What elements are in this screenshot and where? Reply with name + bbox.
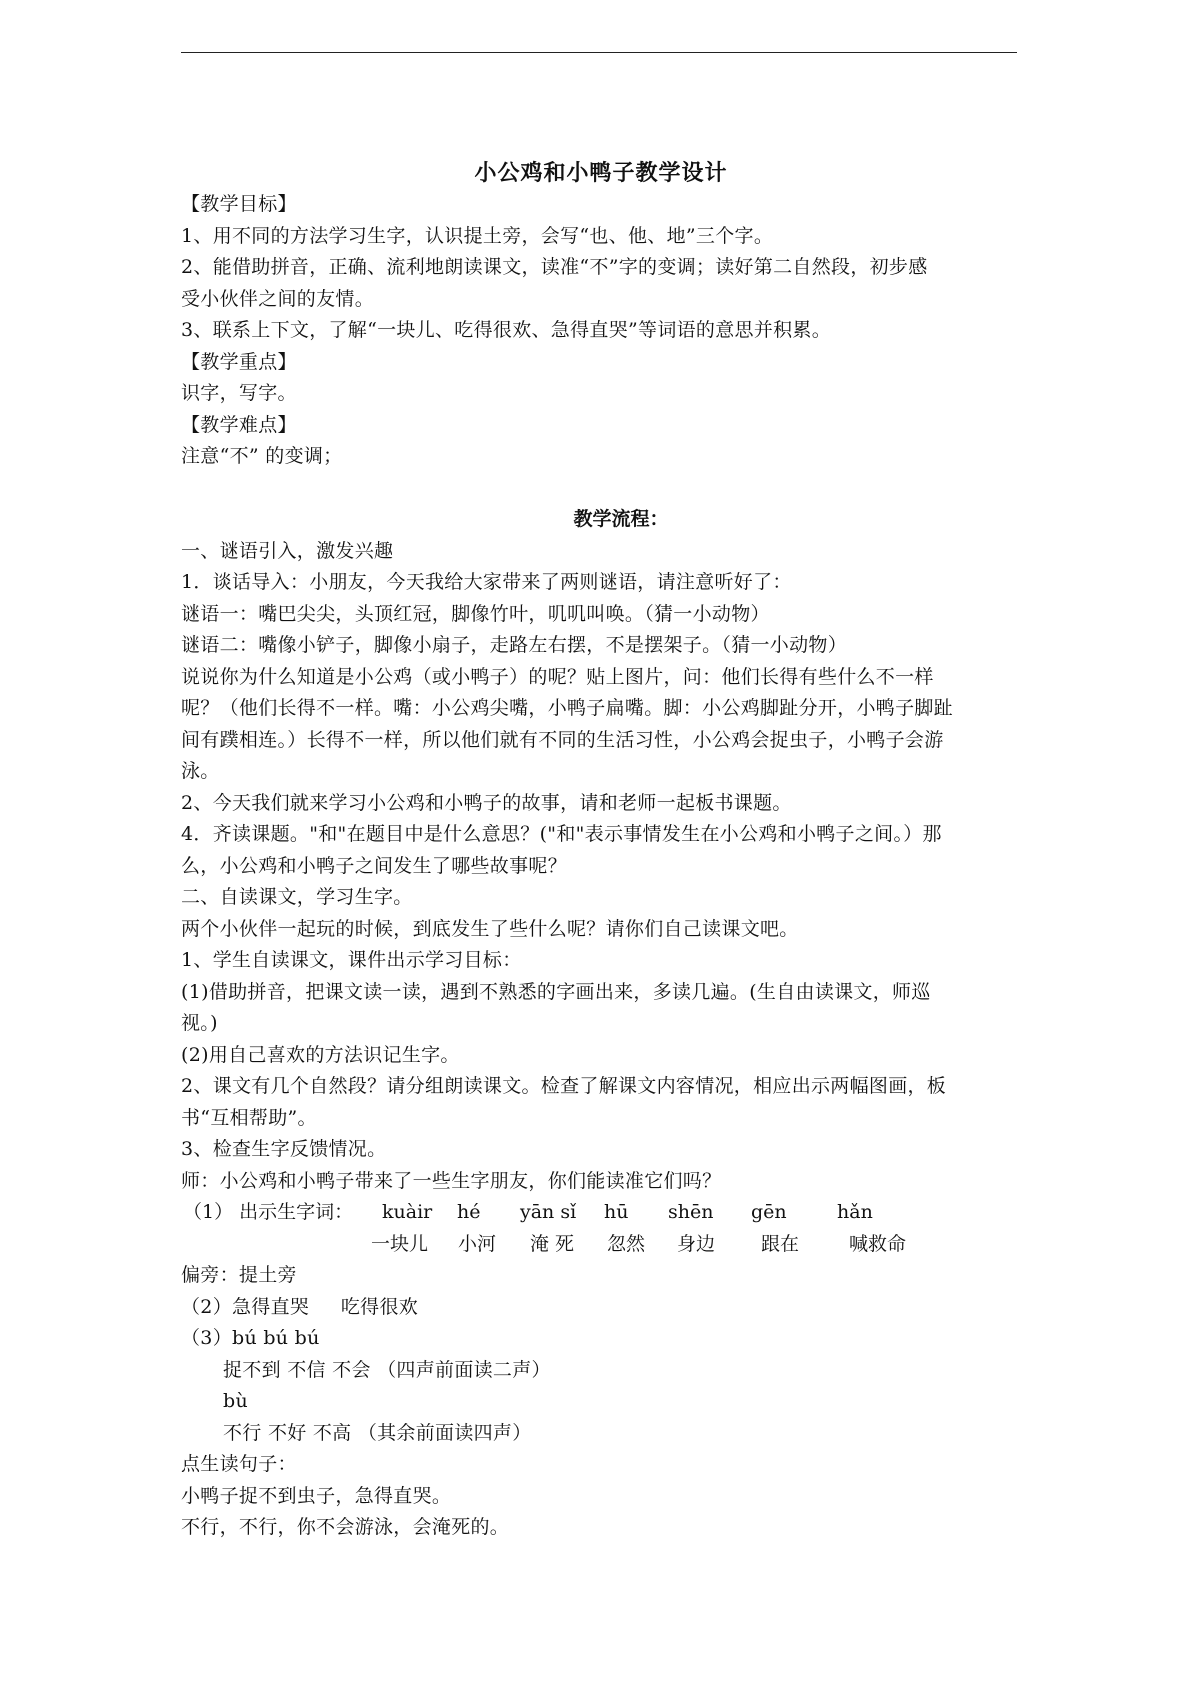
flow-title: 教学流程： xyxy=(573,508,669,530)
radical-line: 偏旁：提土旁 xyxy=(181,1264,297,1286)
read-sentences-heading: 点生读句子： xyxy=(181,1453,297,1475)
words-row xyxy=(181,1229,1021,1261)
bu-tone-line-1: 捉不到 不信 不会 （四声前面读二声） xyxy=(223,1358,551,1381)
difficulty-text: 注意“不” 的变调； xyxy=(181,445,343,467)
word-item: 淹 死 xyxy=(530,1232,575,1255)
section-2-para-4: (2)用自己喜欢的方法识记生字。 xyxy=(181,1043,460,1066)
section-2-para-5-line-1: 2、课文有几个自然段？请分组朗读课文。检查了解课文内容情况，相应出示两幅图画，板 xyxy=(181,1075,947,1097)
word-item: 喊救命 xyxy=(849,1232,907,1255)
word-item: 身边 xyxy=(677,1232,716,1255)
key-points-text: 识字，写字。 xyxy=(181,382,297,404)
pinyin-item: yān sǐ xyxy=(520,1201,577,1223)
pinyin-item: kuàir xyxy=(382,1201,433,1223)
goal-2-line-2: 受小伙伴之间的友情。 xyxy=(181,287,375,310)
sentence-1: 小鸭子捉不到虫子，急得直哭。 xyxy=(181,1484,452,1507)
section-1-para-2-line-3: 间有蹼相连。）长得不一样，所以他们就有不同的生活习性，小公鸡会捉虫子，小鸭子会游 xyxy=(181,728,944,751)
word-item: 一块儿 xyxy=(371,1232,429,1255)
section-2-para-2: 1、学生自读课文，课件出示学习目标： xyxy=(181,949,522,971)
section-2-para-1: 两个小伙伴一起玩的时候，到底发生了些什么呢？请你们自己读课文吧。 xyxy=(181,917,799,940)
word-item: 小河 xyxy=(458,1232,497,1255)
section-1-para-4-line-1: 4．齐读课题。"和"在题目中是什么意思？("和"表示事情发生在小公鸡和小鸭子之间。）那 xyxy=(181,823,942,845)
riddle-2: 谜语二：嘴像小铲子，脚像小扇子，走路左右摆，不是摆架子。（猜一小动物） xyxy=(181,634,848,656)
spacer xyxy=(181,473,1021,505)
document-title: 小公鸡和小鸭子教学设计 xyxy=(474,160,728,186)
section-2-para-5-line-2: 书“互相帮助”。 xyxy=(181,1106,317,1129)
words-label: （1） 出示生字词： xyxy=(183,1201,354,1223)
section-2-heading: 二、自读课文，学习生字。 xyxy=(181,886,413,908)
section-2-para-7: 师：小公鸡和小鸭子带来了一些生字朋友，你们能读准它们吗？ xyxy=(181,1169,722,1192)
word-item: 跟在 xyxy=(761,1232,800,1255)
pinyin-item: shēn xyxy=(668,1201,714,1223)
key-points-heading: 【教学重点】 xyxy=(181,350,297,373)
pinyin-item: gēn xyxy=(751,1201,787,1223)
section-2-para-3-line-2: 视。) xyxy=(181,1012,218,1034)
section-1-para-4-line-2: 么，小公鸡和小鸭子之间发生了哪些故事呢？ xyxy=(181,854,568,877)
header-rule xyxy=(181,52,1017,53)
pinyin-row xyxy=(181,1197,1021,1229)
sentence-2: 不行，不行，你不会游泳，会淹死的。 xyxy=(181,1516,510,1538)
document-page xyxy=(181,158,1021,1544)
riddle-1: 谜语一：嘴巴尖尖，头顶红冠，脚像竹叶，叽叽叫唤。（猜一小动物） xyxy=(181,602,770,625)
section-2-para-6: 3、检查生字反馈情况。 xyxy=(181,1138,387,1160)
section-1-para-2-line-1: 说说你为什么知道是小公鸡（或小鸭子）的呢？贴上图片，问：他们长得有些什么不一样 xyxy=(181,665,934,688)
section-1-para-1: 1．谈话导入：小朋友，今天我给大家带来了两则谜语，请注意听好了： xyxy=(181,571,792,593)
item-3: （3）bú bú bú xyxy=(181,1327,320,1349)
difficulty-heading: 【教学难点】 xyxy=(181,413,297,436)
goals-heading: 【教学目标】 xyxy=(181,193,297,215)
section-1-para-2-line-2: 呢？（他们长得不一样。嘴：小公鸡尖嘴，小鸭子扁嘴。脚：小公鸡脚趾分开，小鸭子脚趾 xyxy=(181,697,954,719)
bu-pinyin: bù xyxy=(223,1390,248,1412)
pinyin-item: hé xyxy=(457,1201,481,1223)
section-1-para-2-line-4: 泳。 xyxy=(181,760,220,782)
pinyin-item: hǎn xyxy=(837,1201,873,1223)
pinyin-item: hū xyxy=(604,1201,629,1223)
word-item: 忽然 xyxy=(607,1232,646,1255)
bu-tone-line-2: 不行 不好 不高 （其余前面读四声） xyxy=(223,1421,532,1444)
section-2-para-3-line-1: (1)借助拼音，把课文读一读，遇到不熟悉的字画出来，多读几遍。(生自由读课文，师巡 xyxy=(181,980,931,1003)
goal-1: 1、用不同的方法学习生字，认识提土旁，会写“也、他、地”三个字。 xyxy=(181,224,774,247)
section-1-para-3: 2、今天我们就来学习小公鸡和小鸭子的故事，请和老师一起板书课题。 xyxy=(181,791,792,814)
goal-2-line-1: 2、能借助拼音，正确、流利地朗读课文，读准“不”字的变调；读好第二自然段，初步感 xyxy=(181,256,928,278)
section-1-heading: 一、谜语引入，激发兴趣 xyxy=(181,539,394,562)
item-2: （2）急得直哭 吃得很欢 xyxy=(181,1295,419,1318)
goal-3: 3、联系上下文，了解“一块儿、吃得很欢、急得直哭”等词语的意思并积累。 xyxy=(181,319,832,341)
